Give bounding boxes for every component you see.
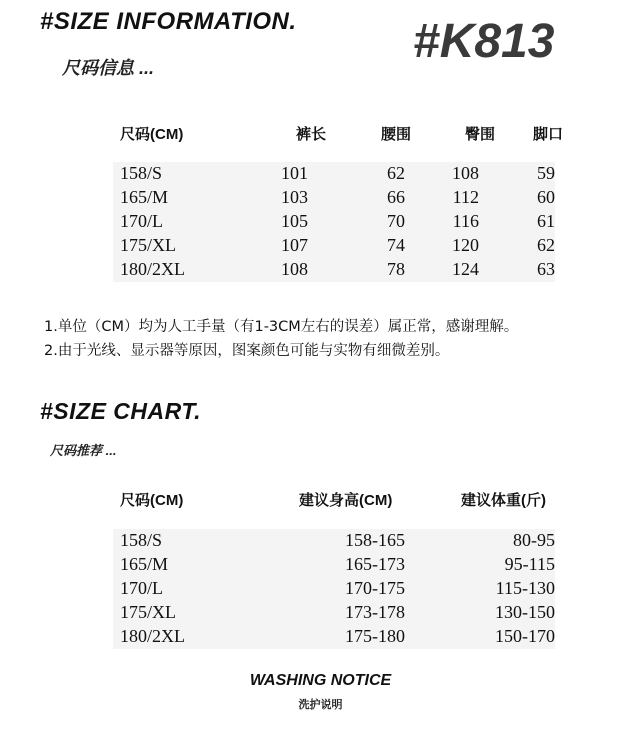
cell-size: 175/XL <box>120 602 176 622</box>
cell-size: 158/S <box>120 530 163 550</box>
cell-size: 170/L <box>120 211 163 231</box>
cell-hip: 116 <box>452 211 479 231</box>
green-dot-accent: . <box>289 8 297 35</box>
cell-length: 107 <box>281 235 308 255</box>
cell-hip: 108 <box>452 163 479 183</box>
product-code: #K813 <box>413 15 555 68</box>
cell-height: 170-175 <box>345 578 405 598</box>
header-hem: 脚口 <box>532 126 563 143</box>
header-length: 裤长 <box>296 126 327 143</box>
table-row <box>113 529 555 553</box>
cell-waist: 74 <box>387 235 405 255</box>
cell-size: 175/XL <box>120 235 176 255</box>
table-row <box>113 577 555 601</box>
table-body <box>113 529 555 649</box>
table-row <box>113 258 555 282</box>
table-row <box>113 162 555 186</box>
table-row <box>113 553 555 577</box>
size-information-subtitle: 尺码信息 ... <box>62 58 155 78</box>
header-size: 尺码(CM) <box>120 492 184 509</box>
measurement-notes <box>44 315 518 363</box>
header-height: 建议身高(CM) <box>299 492 393 509</box>
cell-height: 158-165 <box>345 530 405 550</box>
cell-hip: 124 <box>452 259 479 279</box>
header-hip: 臀围 <box>464 126 495 143</box>
table-body <box>113 162 555 282</box>
header-weight: 建议体重(斤) <box>461 492 546 509</box>
cell-height: 175-180 <box>345 626 405 646</box>
table-header <box>113 123 563 151</box>
cell-waist: 62 <box>387 163 405 183</box>
cell-size: 170/L <box>120 578 163 598</box>
table-row <box>113 186 555 210</box>
cell-length: 105 <box>281 211 308 231</box>
washing-notice-subtitle: 洗护说明 <box>298 698 343 711</box>
size-information-table <box>113 123 563 282</box>
washing-notice-title: WASHING NOTICE <box>249 672 392 689</box>
size-chart-table <box>113 489 555 649</box>
green-dot-accent: . <box>194 398 202 424</box>
cell-weight: 80-95 <box>513 530 555 550</box>
header-size: 尺码(CM) <box>120 126 184 143</box>
cell-size: 165/M <box>120 554 169 574</box>
table-row <box>113 210 555 234</box>
cell-weight: 95-115 <box>504 554 555 574</box>
size-chart-title: #SIZE CHART. <box>40 398 202 424</box>
cell-size: 180/2XL <box>120 626 185 646</box>
table-row <box>113 234 555 258</box>
cell-size: 165/M <box>120 187 169 207</box>
cell-height: 173-178 <box>345 602 405 622</box>
cell-waist: 66 <box>387 187 405 207</box>
cell-height: 165-173 <box>345 554 405 574</box>
cell-length: 103 <box>281 187 308 207</box>
cell-size: 180/2XL <box>120 259 185 279</box>
cell-hem: 63 <box>537 259 555 279</box>
cell-weight: 115-130 <box>495 578 555 598</box>
note-line: 1.单位（CM）均为人工手量（有1-3CM左右的误差）属正常，感谢理解。 <box>44 319 519 335</box>
size-chart-subtitle: 尺码推荐 ... <box>50 443 117 458</box>
table-row <box>113 601 555 625</box>
cell-hem: 60 <box>537 187 555 207</box>
cell-size: 158/S <box>120 163 163 183</box>
cell-hem: 62 <box>537 235 555 255</box>
cell-hem: 61 <box>537 211 555 231</box>
cell-waist: 70 <box>387 211 405 231</box>
cell-weight: 150-170 <box>495 626 555 646</box>
cell-hip: 120 <box>452 235 479 255</box>
cell-weight: 130-150 <box>495 602 555 622</box>
cell-length: 108 <box>281 259 308 279</box>
header-waist: 腰围 <box>380 126 411 143</box>
cell-length: 101 <box>281 163 308 183</box>
cell-hip: 112 <box>452 187 479 207</box>
table-header <box>113 489 555 517</box>
cell-hem: 59 <box>537 163 555 183</box>
cell-waist: 78 <box>387 259 405 279</box>
table-row <box>113 625 555 649</box>
size-information-title: #SIZE INFORMATION. <box>40 8 297 35</box>
note-line: 2.由于光线、显示器等原因，图案颜色可能与实物有细微差别。 <box>44 343 450 359</box>
